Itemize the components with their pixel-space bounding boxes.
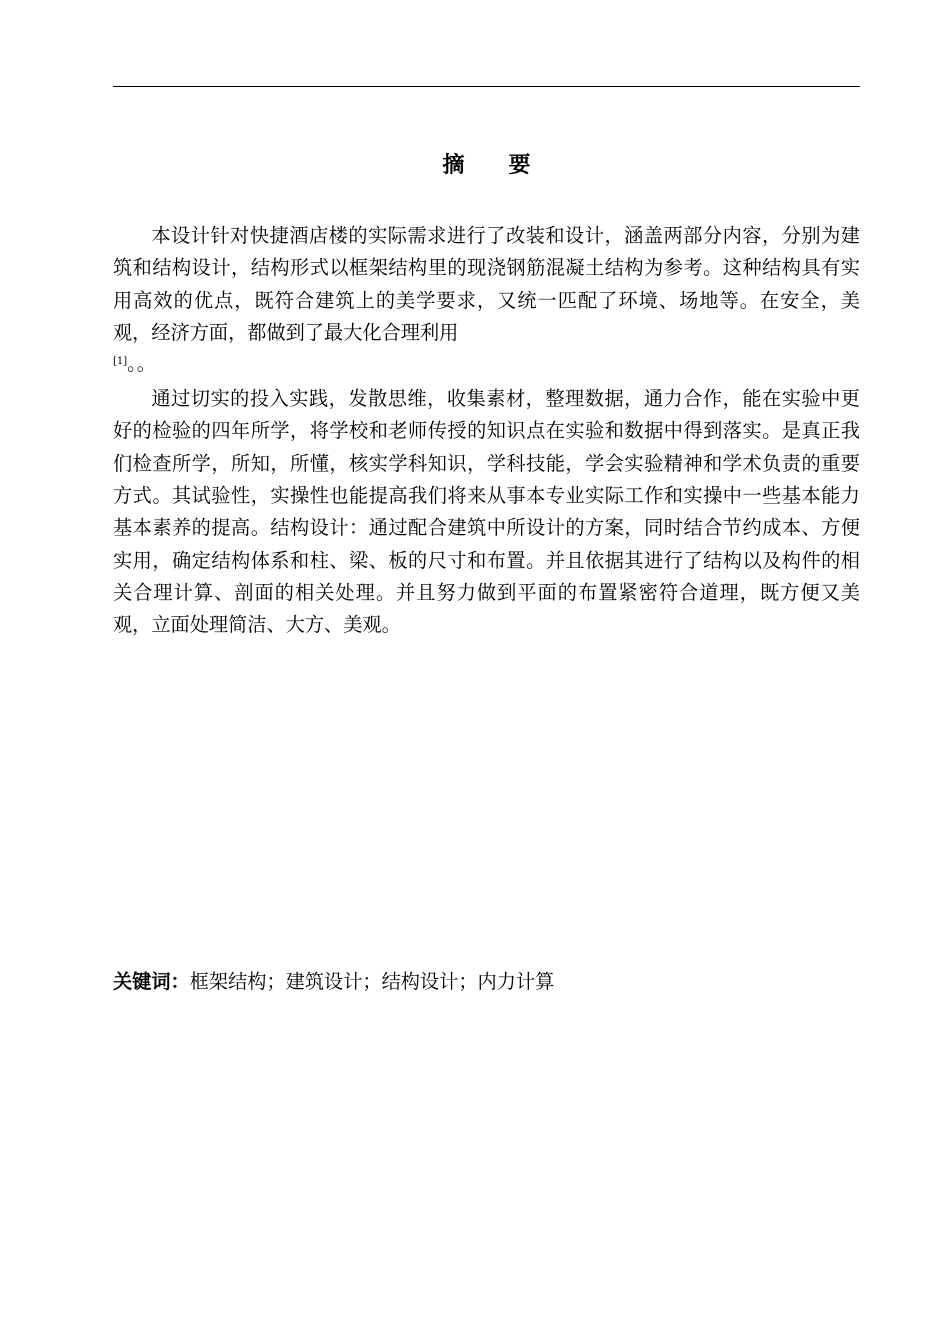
keywords-label: 关键词： <box>113 970 190 993</box>
abstract-body <box>113 220 860 642</box>
abstract-paragraph-1: 本设计针对快捷酒店楼的实际需求进行了改装和设计，涵盖两部分内容，分别为建筑和结构设计，结构形式以框架结构里的现浇钢筋混凝土结构为参考。这种结构具有实用高效的优点，既符合建筑上的美学要求，又统一匹配了环境、场地等。在安全，美观，经济方面，都做到了最大化合理利用 <box>113 224 860 344</box>
paragraph-1-tail: 。。 <box>127 352 156 376</box>
header-rule <box>113 86 860 87</box>
citation-marker: [1] <box>113 356 128 368</box>
abstract-title <box>113 150 860 182</box>
abstract-title-char-2: 要 <box>508 153 531 178</box>
keywords-line <box>113 966 860 998</box>
keywords-value: 框架结构；建筑设计；结构设计；内力计算 <box>189 970 555 993</box>
abstract-paragraph-2: 通过切实的投入实践，发散思维，收集素材，整理数据，通力合作，能在实验中更好的检验的四年所学，将学校和老师传授的知识点在实验和数据中得到落实。是真正我们检查所学，所知，所懂，核实学科知识，学科技能，学会实验精神和学术负责的重要方式。其试验性，实操性也能提高我们将来从事本专业实际工作和实操中一些基本能力基本素养的提高。结构设计：通过配合建筑中所设计的方案，同时结合节约成本、方便实用，确定结构体系和柱、梁、板的尺寸和布置。并且依据其进行了结构以及构件的相关合理计算、剖面的相关处理。并且努力做到平面的布置紧密符合道理，既方便又美观，立面处理简洁、大方、美观。 <box>113 387 860 637</box>
abstract-paragraph-1-end <box>113 349 860 377</box>
abstract-title-char-1: 摘 <box>442 153 465 178</box>
